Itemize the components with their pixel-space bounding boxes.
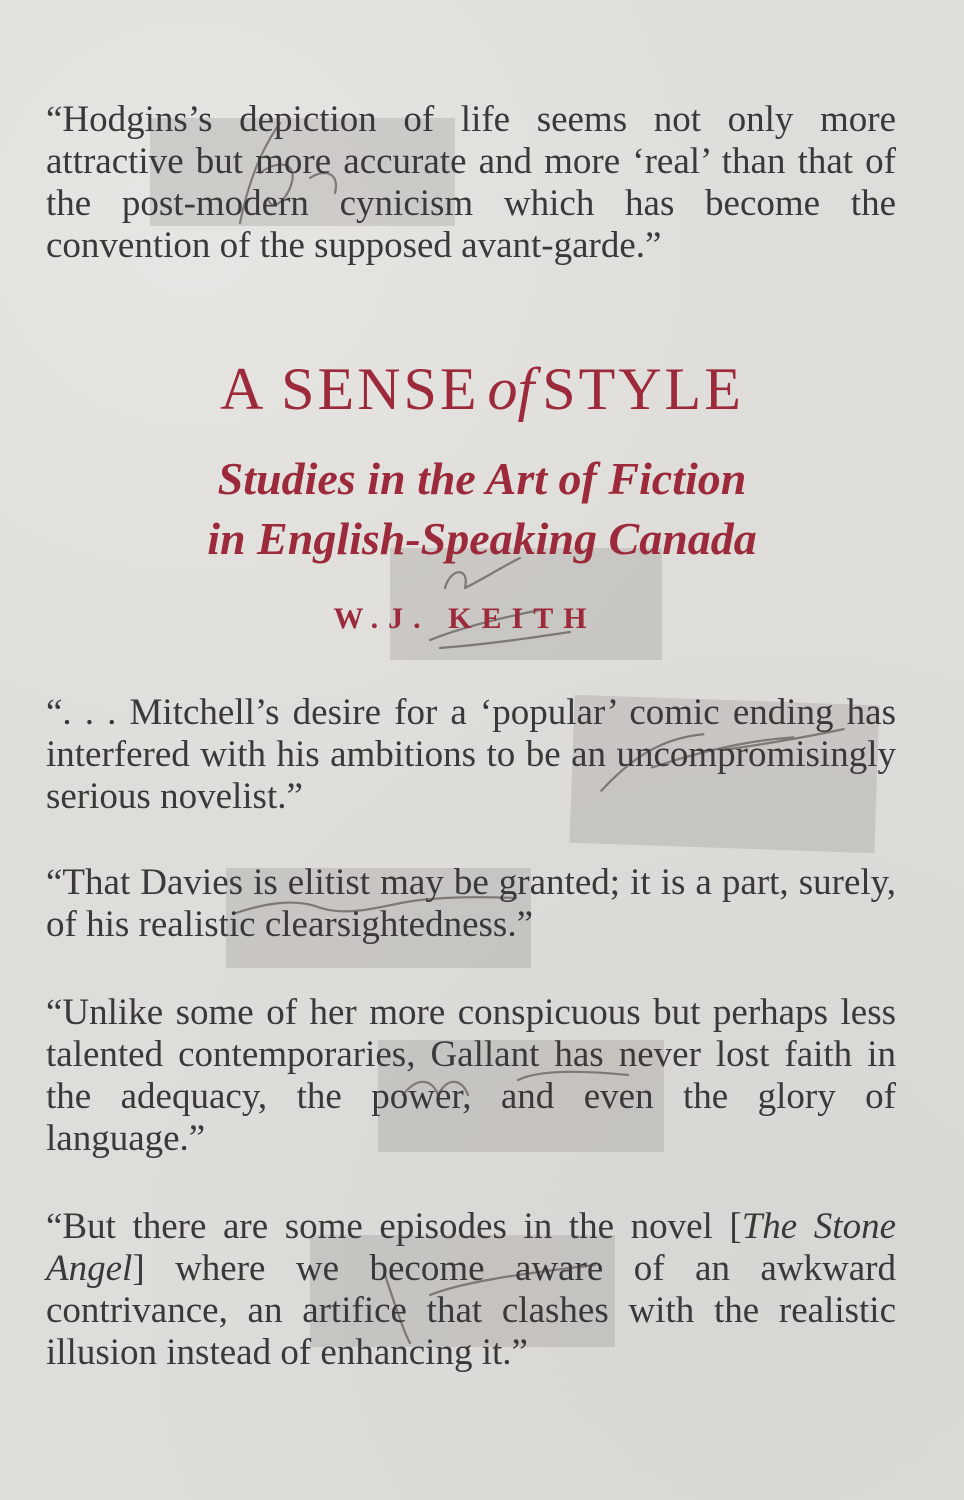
laurence-quote-after: ] where we become aware of an awkward contrivance, an artifice that clashes with the realistic illusion instead of enhancing it.” — [46, 1248, 896, 1373]
novel-title: The Stone Angel — [46, 1206, 896, 1289]
gallant-quote: “Unlike some of her more conspicuous but perhaps less talented contemporaries, Gallant has never lost faith in the adequacy, the power, and even the glory of language.” — [46, 992, 896, 1159]
davies-quote: “That Davies is elitist may be granted; it is a part, surely, of his realistic clearsightedness.” — [46, 862, 896, 945]
book-subtitle-line-1: Studies in the Art of Fiction — [217, 453, 747, 504]
title-part-2: of — [487, 356, 535, 422]
title-part-1: A SENSE — [220, 356, 480, 422]
title-part-3: STYLE — [542, 356, 744, 422]
laurence-quote-before: “But there are some episodes in the novel [ — [46, 1206, 742, 1247]
laurence-quote — [46, 1206, 896, 1374]
mitchell-quote: “. . . Mitchell’s desire for a ‘popular’ comic ending has interfered with his ambitions to be an uncompromisingly serious novelist.” — [46, 692, 896, 817]
book-subtitle-line-2: in English-Speaking Canada — [207, 513, 757, 564]
hodgins-quote: “Hodgins’s depiction of life seems not only more attractive but more accurate and more ‘real’ than that of the post-modern cynicism which has become the convention of the supposed avant-garde.” — [46, 99, 896, 266]
author-name: W.J. KEITH — [333, 602, 597, 635]
book-title — [0, 355, 964, 424]
